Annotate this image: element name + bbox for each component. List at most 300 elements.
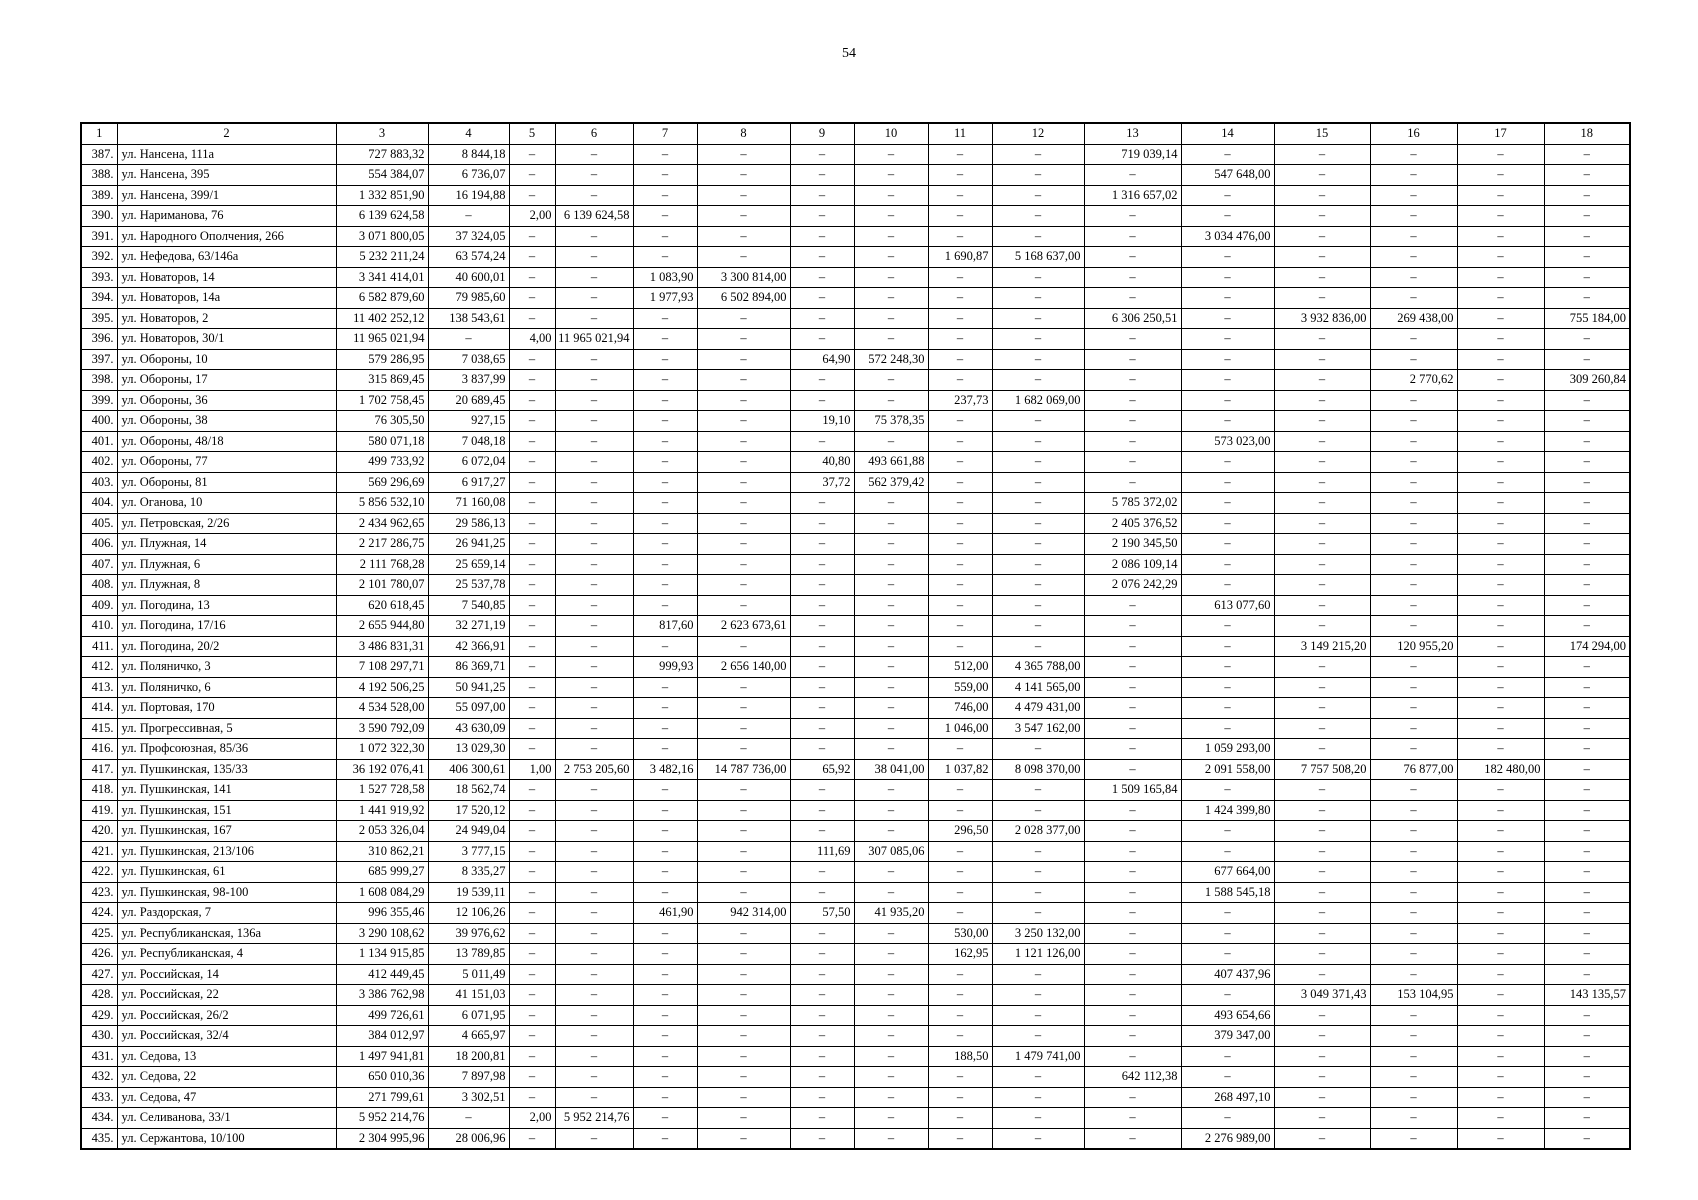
- value-cell: 296,50: [928, 821, 992, 842]
- value-cell: –: [1544, 267, 1630, 288]
- value-cell: 407 437,96: [1181, 964, 1274, 985]
- value-cell: –: [1544, 862, 1630, 883]
- value-cell: –: [1457, 370, 1544, 391]
- value-cell: –: [1457, 882, 1544, 903]
- value-cell: –: [1181, 329, 1274, 350]
- value-cell: –: [992, 575, 1084, 596]
- value-cell: –: [992, 595, 1084, 616]
- value-cell: –: [1274, 493, 1370, 514]
- value-cell: –: [555, 575, 633, 596]
- value-cell: 32 271,19: [428, 616, 509, 637]
- value-cell: –: [697, 370, 790, 391]
- value-cell: –: [1544, 513, 1630, 534]
- value-cell: 7 038,65: [428, 349, 509, 370]
- value-cell: –: [1457, 595, 1544, 616]
- value-cell: –: [509, 677, 555, 698]
- value-cell: –: [1544, 431, 1630, 452]
- value-cell: –: [1181, 513, 1274, 534]
- value-cell: –: [555, 595, 633, 616]
- value-cell: 24 949,04: [428, 821, 509, 842]
- value-cell: 461,90: [633, 903, 697, 924]
- row-number-cell: 416.: [81, 739, 117, 760]
- value-cell: –: [992, 370, 1084, 391]
- column-header: 16: [1370, 123, 1457, 144]
- value-cell: –: [509, 698, 555, 719]
- value-cell: –: [1274, 1067, 1370, 1088]
- value-cell: –: [1370, 903, 1457, 924]
- table-row: [81, 349, 1630, 370]
- value-cell: –: [1084, 759, 1181, 780]
- value-cell: –: [555, 288, 633, 309]
- value-cell: –: [697, 595, 790, 616]
- address-cell: ул. Новаторов, 14: [117, 267, 336, 288]
- table-row: [81, 944, 1630, 965]
- value-cell: –: [1181, 677, 1274, 698]
- value-cell: –: [854, 1087, 928, 1108]
- value-cell: 42 366,91: [428, 636, 509, 657]
- value-cell: –: [1544, 759, 1630, 780]
- table-row: [81, 1005, 1630, 1026]
- value-cell: –: [854, 226, 928, 247]
- value-cell: –: [633, 554, 697, 575]
- value-cell: –: [1274, 903, 1370, 924]
- value-cell: –: [992, 185, 1084, 206]
- value-cell: –: [633, 677, 697, 698]
- value-cell: 3 486 831,31: [336, 636, 428, 657]
- table-row: [81, 800, 1630, 821]
- value-cell: –: [790, 1026, 854, 1047]
- value-cell: 36 192 076,41: [336, 759, 428, 780]
- value-cell: –: [509, 964, 555, 985]
- address-cell: ул. Седова, 13: [117, 1046, 336, 1067]
- table-row: [81, 739, 1630, 760]
- value-cell: –: [509, 452, 555, 473]
- value-cell: –: [697, 349, 790, 370]
- value-cell: 2,00: [509, 206, 555, 227]
- value-cell: 677 664,00: [1181, 862, 1274, 883]
- value-cell: 1 527 728,58: [336, 780, 428, 801]
- value-cell: –: [1544, 185, 1630, 206]
- value-cell: –: [1181, 1108, 1274, 1129]
- value-cell: –: [1457, 267, 1544, 288]
- value-cell: –: [1457, 513, 1544, 534]
- address-cell: ул. Портовая, 170: [117, 698, 336, 719]
- value-cell: –: [1544, 657, 1630, 678]
- value-cell: –: [1457, 349, 1544, 370]
- table-row: [81, 903, 1630, 924]
- value-cell: –: [854, 985, 928, 1006]
- value-cell: –: [928, 267, 992, 288]
- value-cell: –: [1181, 841, 1274, 862]
- value-cell: –: [697, 862, 790, 883]
- value-cell: –: [509, 616, 555, 637]
- value-cell: –: [633, 882, 697, 903]
- value-cell: –: [992, 431, 1084, 452]
- value-cell: –: [697, 493, 790, 514]
- value-cell: 2 276 989,00: [1181, 1128, 1274, 1149]
- row-number-cell: 390.: [81, 206, 117, 227]
- value-cell: –: [1370, 288, 1457, 309]
- value-cell: 64,90: [790, 349, 854, 370]
- value-cell: –: [633, 1108, 697, 1129]
- value-cell: 16 194,88: [428, 185, 509, 206]
- value-cell: –: [633, 165, 697, 186]
- value-cell: –: [1274, 165, 1370, 186]
- value-cell: –: [633, 1046, 697, 1067]
- address-cell: ул. Пушкинская, 141: [117, 780, 336, 801]
- value-cell: –: [854, 267, 928, 288]
- value-cell: –: [854, 1128, 928, 1149]
- row-number-cell: 422.: [81, 862, 117, 883]
- value-cell: –: [854, 1005, 928, 1026]
- address-cell: ул. Новаторов, 30/1: [117, 329, 336, 350]
- value-cell: –: [1370, 698, 1457, 719]
- value-cell: –: [555, 1128, 633, 1149]
- value-cell: –: [697, 985, 790, 1006]
- value-cell: –: [854, 1067, 928, 1088]
- value-cell: –: [1370, 1128, 1457, 1149]
- value-cell: –: [1274, 431, 1370, 452]
- value-cell: 7 048,18: [428, 431, 509, 452]
- value-cell: 2 076 242,29: [1084, 575, 1181, 596]
- address-cell: ул. Обороны, 36: [117, 390, 336, 411]
- value-cell: –: [633, 513, 697, 534]
- table-row: [81, 1067, 1630, 1088]
- column-header: 2: [117, 123, 336, 144]
- value-cell: –: [697, 821, 790, 842]
- value-cell: –: [1274, 841, 1370, 862]
- value-cell: –: [1274, 472, 1370, 493]
- value-cell: –: [1084, 985, 1181, 1006]
- value-cell: –: [928, 595, 992, 616]
- value-cell: –: [633, 780, 697, 801]
- value-cell: –: [697, 1087, 790, 1108]
- value-cell: 746,00: [928, 698, 992, 719]
- table-row: [81, 534, 1630, 555]
- value-cell: –: [992, 165, 1084, 186]
- value-cell: –: [509, 841, 555, 862]
- value-cell: –: [1181, 923, 1274, 944]
- value-cell: 1 977,93: [633, 288, 697, 309]
- row-number-cell: 387.: [81, 144, 117, 165]
- value-cell: –: [509, 923, 555, 944]
- value-cell: –: [1084, 226, 1181, 247]
- value-cell: –: [790, 513, 854, 534]
- value-cell: 63 574,24: [428, 247, 509, 268]
- value-cell: –: [1457, 431, 1544, 452]
- table-row: [81, 964, 1630, 985]
- value-cell: 1 072 322,30: [336, 739, 428, 760]
- row-number-cell: 434.: [81, 1108, 117, 1129]
- value-cell: –: [555, 616, 633, 637]
- value-cell: –: [790, 247, 854, 268]
- value-cell: –: [790, 1046, 854, 1067]
- value-cell: –: [509, 780, 555, 801]
- value-cell: –: [854, 165, 928, 186]
- value-cell: 143 135,57: [1544, 985, 1630, 1006]
- value-cell: –: [790, 226, 854, 247]
- value-cell: –: [555, 513, 633, 534]
- value-cell: –: [1457, 1087, 1544, 1108]
- value-cell: –: [1457, 780, 1544, 801]
- address-cell: ул. Российская, 32/4: [117, 1026, 336, 1047]
- value-cell: –: [697, 513, 790, 534]
- column-header: 3: [336, 123, 428, 144]
- value-cell: –: [928, 185, 992, 206]
- column-header: 12: [992, 123, 1084, 144]
- value-cell: 79 985,60: [428, 288, 509, 309]
- value-cell: –: [1370, 944, 1457, 965]
- value-cell: –: [928, 964, 992, 985]
- value-cell: –: [697, 308, 790, 329]
- value-cell: –: [1544, 800, 1630, 821]
- value-cell: –: [1274, 862, 1370, 883]
- value-cell: –: [1370, 882, 1457, 903]
- address-cell: ул. Новаторов, 14а: [117, 288, 336, 309]
- value-cell: –: [1370, 390, 1457, 411]
- value-cell: –: [633, 452, 697, 473]
- value-cell: –: [509, 349, 555, 370]
- value-cell: –: [1084, 247, 1181, 268]
- value-cell: –: [555, 1026, 633, 1047]
- address-cell: ул. Погодина, 20/2: [117, 636, 336, 657]
- value-cell: 13 789,85: [428, 944, 509, 965]
- value-cell: –: [1544, 1046, 1630, 1067]
- value-cell: –: [992, 493, 1084, 514]
- value-cell: 2 655 944,80: [336, 616, 428, 637]
- value-cell: –: [1084, 1108, 1181, 1129]
- value-cell: –: [1274, 780, 1370, 801]
- table-row: [81, 616, 1630, 637]
- value-cell: –: [555, 862, 633, 883]
- row-number-cell: 396.: [81, 329, 117, 350]
- value-cell: –: [1544, 1005, 1630, 1026]
- value-cell: –: [509, 882, 555, 903]
- value-cell: –: [697, 923, 790, 944]
- value-cell: –: [1370, 677, 1457, 698]
- value-cell: –: [555, 472, 633, 493]
- table-row: [81, 923, 1630, 944]
- value-cell: –: [1457, 657, 1544, 678]
- value-cell: –: [1274, 144, 1370, 165]
- value-cell: –: [555, 1046, 633, 1067]
- value-cell: 1 316 657,02: [1084, 185, 1181, 206]
- value-cell: –: [633, 472, 697, 493]
- value-cell: 412 449,45: [336, 964, 428, 985]
- value-cell: –: [555, 698, 633, 719]
- value-cell: 379 347,00: [1181, 1026, 1274, 1047]
- value-cell: 2 656 140,00: [697, 657, 790, 678]
- value-cell: –: [697, 206, 790, 227]
- value-cell: 3 386 762,98: [336, 985, 428, 1006]
- value-cell: –: [790, 636, 854, 657]
- value-cell: –: [633, 800, 697, 821]
- value-cell: 3 300 814,00: [697, 267, 790, 288]
- value-cell: 2 434 962,65: [336, 513, 428, 534]
- value-cell: –: [633, 841, 697, 862]
- value-cell: –: [633, 534, 697, 555]
- address-cell: ул. Раздорская, 7: [117, 903, 336, 924]
- value-cell: –: [697, 554, 790, 575]
- table-row: [81, 657, 1630, 678]
- value-cell: 3 049 371,43: [1274, 985, 1370, 1006]
- value-cell: –: [697, 534, 790, 555]
- row-number-cell: 427.: [81, 964, 117, 985]
- value-cell: –: [1274, 288, 1370, 309]
- value-cell: –: [1370, 718, 1457, 739]
- value-cell: –: [428, 1108, 509, 1129]
- value-cell: –: [1370, 534, 1457, 555]
- value-cell: –: [1544, 206, 1630, 227]
- value-cell: 57,50: [790, 903, 854, 924]
- value-cell: –: [633, 1128, 697, 1149]
- address-cell: ул. Прогрессивная, 5: [117, 718, 336, 739]
- value-cell: –: [854, 1026, 928, 1047]
- value-cell: –: [697, 472, 790, 493]
- address-cell: ул. Нефедова, 63/146а: [117, 247, 336, 268]
- address-cell: ул. Обороны, 17: [117, 370, 336, 391]
- value-cell: –: [1544, 780, 1630, 801]
- address-cell: ул. Пушкинская, 135/33: [117, 759, 336, 780]
- value-cell: –: [1274, 821, 1370, 842]
- table-row: [81, 267, 1630, 288]
- value-cell: 613 077,60: [1181, 595, 1274, 616]
- value-cell: –: [1370, 657, 1457, 678]
- value-cell: –: [1274, 1026, 1370, 1047]
- address-cell: ул. Селиванова, 33/1: [117, 1108, 336, 1129]
- value-cell: –: [992, 1108, 1084, 1129]
- value-cell: –: [992, 1026, 1084, 1047]
- value-cell: 4 141 565,00: [992, 677, 1084, 698]
- value-cell: –: [1457, 821, 1544, 842]
- value-cell: –: [633, 985, 697, 1006]
- value-cell: –: [928, 308, 992, 329]
- value-cell: –: [928, 206, 992, 227]
- table-row: [81, 821, 1630, 842]
- value-cell: –: [790, 944, 854, 965]
- value-cell: 3 547 162,00: [992, 718, 1084, 739]
- address-cell: ул. Пушкинская, 61: [117, 862, 336, 883]
- value-cell: –: [1084, 739, 1181, 760]
- value-cell: –: [1084, 411, 1181, 432]
- value-cell: –: [1457, 739, 1544, 760]
- value-cell: –: [1457, 677, 1544, 698]
- value-cell: –: [854, 329, 928, 350]
- value-cell: –: [992, 513, 1084, 534]
- value-cell: –: [633, 1026, 697, 1047]
- value-cell: –: [509, 534, 555, 555]
- value-cell: –: [697, 431, 790, 452]
- value-cell: –: [1457, 247, 1544, 268]
- value-cell: –: [1457, 944, 1544, 965]
- value-cell: –: [428, 329, 509, 350]
- value-cell: –: [1084, 329, 1181, 350]
- value-cell: –: [992, 882, 1084, 903]
- value-cell: –: [1181, 718, 1274, 739]
- value-cell: 493 654,66: [1181, 1005, 1274, 1026]
- value-cell: 28 006,96: [428, 1128, 509, 1149]
- value-cell: –: [555, 185, 633, 206]
- value-cell: 162,95: [928, 944, 992, 965]
- value-cell: –: [1370, 923, 1457, 944]
- value-cell: 310 862,21: [336, 841, 428, 862]
- value-cell: 4 479 431,00: [992, 698, 1084, 719]
- value-cell: –: [633, 698, 697, 719]
- value-cell: –: [1274, 554, 1370, 575]
- value-cell: 2 623 673,61: [697, 616, 790, 637]
- value-cell: –: [1181, 636, 1274, 657]
- table-row: [81, 554, 1630, 575]
- value-cell: –: [1084, 616, 1181, 637]
- value-cell: –: [790, 1108, 854, 1129]
- address-cell: ул. Нансена, 399/1: [117, 185, 336, 206]
- value-cell: –: [790, 718, 854, 739]
- value-cell: –: [854, 308, 928, 329]
- value-cell: 1 588 545,18: [1181, 882, 1274, 903]
- value-cell: –: [697, 800, 790, 821]
- value-cell: –: [1370, 267, 1457, 288]
- table-row: [81, 718, 1630, 739]
- value-cell: 999,93: [633, 657, 697, 678]
- value-cell: –: [1544, 718, 1630, 739]
- value-cell: –: [928, 144, 992, 165]
- value-cell: –: [854, 513, 928, 534]
- value-cell: –: [854, 964, 928, 985]
- value-cell: –: [509, 267, 555, 288]
- value-cell: –: [1544, 944, 1630, 965]
- value-cell: –: [928, 431, 992, 452]
- value-cell: 153 104,95: [1370, 985, 1457, 1006]
- value-cell: –: [1181, 472, 1274, 493]
- row-number-cell: 409.: [81, 595, 117, 616]
- value-cell: –: [928, 985, 992, 1006]
- row-number-cell: 397.: [81, 349, 117, 370]
- value-cell: –: [790, 431, 854, 452]
- value-cell: –: [1457, 718, 1544, 739]
- value-cell: –: [1181, 534, 1274, 555]
- value-cell: –: [633, 493, 697, 514]
- value-cell: –: [697, 739, 790, 760]
- value-cell: –: [509, 472, 555, 493]
- value-cell: –: [1544, 288, 1630, 309]
- value-cell: –: [1457, 862, 1544, 883]
- address-cell: ул. Поляничко, 3: [117, 657, 336, 678]
- value-cell: 4 534 528,00: [336, 698, 428, 719]
- address-cell: ул. Пушкинская, 151: [117, 800, 336, 821]
- value-cell: 1 083,90: [633, 267, 697, 288]
- value-cell: 75 378,35: [854, 411, 928, 432]
- value-cell: –: [1084, 862, 1181, 883]
- value-cell: –: [928, 1128, 992, 1149]
- value-cell: –: [854, 1108, 928, 1129]
- value-cell: –: [555, 739, 633, 760]
- value-cell: –: [992, 862, 1084, 883]
- value-cell: –: [509, 800, 555, 821]
- value-cell: –: [790, 534, 854, 555]
- value-cell: –: [1274, 964, 1370, 985]
- value-cell: 39 976,62: [428, 923, 509, 944]
- row-number-cell: 414.: [81, 698, 117, 719]
- value-cell: 642 112,38: [1084, 1067, 1181, 1088]
- value-cell: –: [697, 247, 790, 268]
- column-header: 6: [555, 123, 633, 144]
- value-cell: –: [1544, 677, 1630, 698]
- value-cell: –: [1084, 923, 1181, 944]
- value-cell: –: [1370, 452, 1457, 473]
- value-cell: –: [509, 862, 555, 883]
- value-cell: –: [1370, 206, 1457, 227]
- value-cell: –: [1084, 821, 1181, 842]
